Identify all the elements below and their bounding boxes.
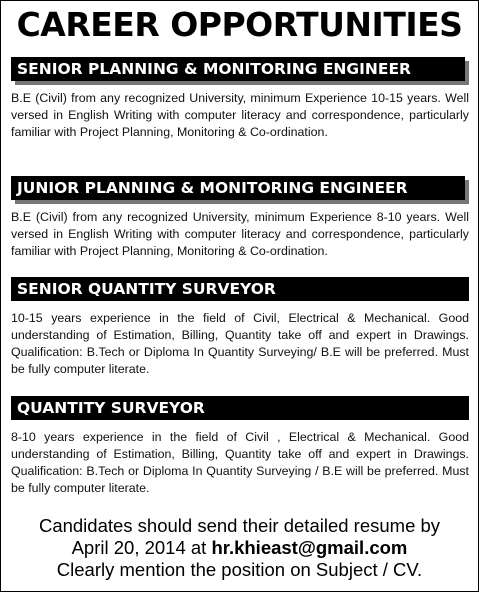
position-description-quantity-surveyor: 8-10 years experience in the field of Civil , Electrical & Mechanical. Good understanding of Estimation, Billing, Quantity take off and expert in Drawings. Qualification: B.Tech or Diploma In Quantity Surveying / B.E will be preferred. Must be fully computer literate. [11,430,469,495]
position-heading-senior-quantity-surveyor: SENIOR QUANTITY SURVEYOR [11,277,469,301]
position-description-senior-planning: B.E (Civil) from any recognized University, minimum Experience 10-15 years. Well versed in English Writing with computer literacy and correspondence, particularly familiar with Project Planning, Monitoring & Co-ordination. [11,91,469,139]
application-instructions [1,515,478,581]
position-description-senior-quantity-surveyor: 10-15 years experience in the field of Civil, Electrical & Mechanical. Good understanding of Estimation, Billing, Quantity take off and expert in Drawings. Qualification: B.Tech or Diploma In Quantity Surveying/ B.E will be preferred. Must be fully computer literate. [11,311,469,376]
position-heading-senior-planning: SENIOR PLANNING & MONITORING ENGINEER [11,57,465,81]
ad-title: CAREER OPPORTUNITIES [16,5,463,44]
footer-deadline: April 20, 2014 at [71,537,212,558]
contact-email[interactable]: hr.khieast@gmail.com [211,537,408,558]
footer-line-3: Clearly mention the position on Subject / CV. [56,559,423,580]
footer-line-2 [1,537,478,559]
position-heading-quantity-surveyor: QUANTITY SURVEYOR [11,396,469,420]
footer-line-1: Candidates should send their detailed resume by [38,515,441,536]
position-description-junior-planning: B.E (Civil) from any recognized University, minimum Experience 8-10 years. Well versed in English Writing with computer literacy and correspondence, particularly familiar with Project Planning, Monitoring & Co-ordination. [11,210,469,258]
position-heading-junior-planning: JUNIOR PLANNING & MONITORING ENGINEER [11,176,465,200]
